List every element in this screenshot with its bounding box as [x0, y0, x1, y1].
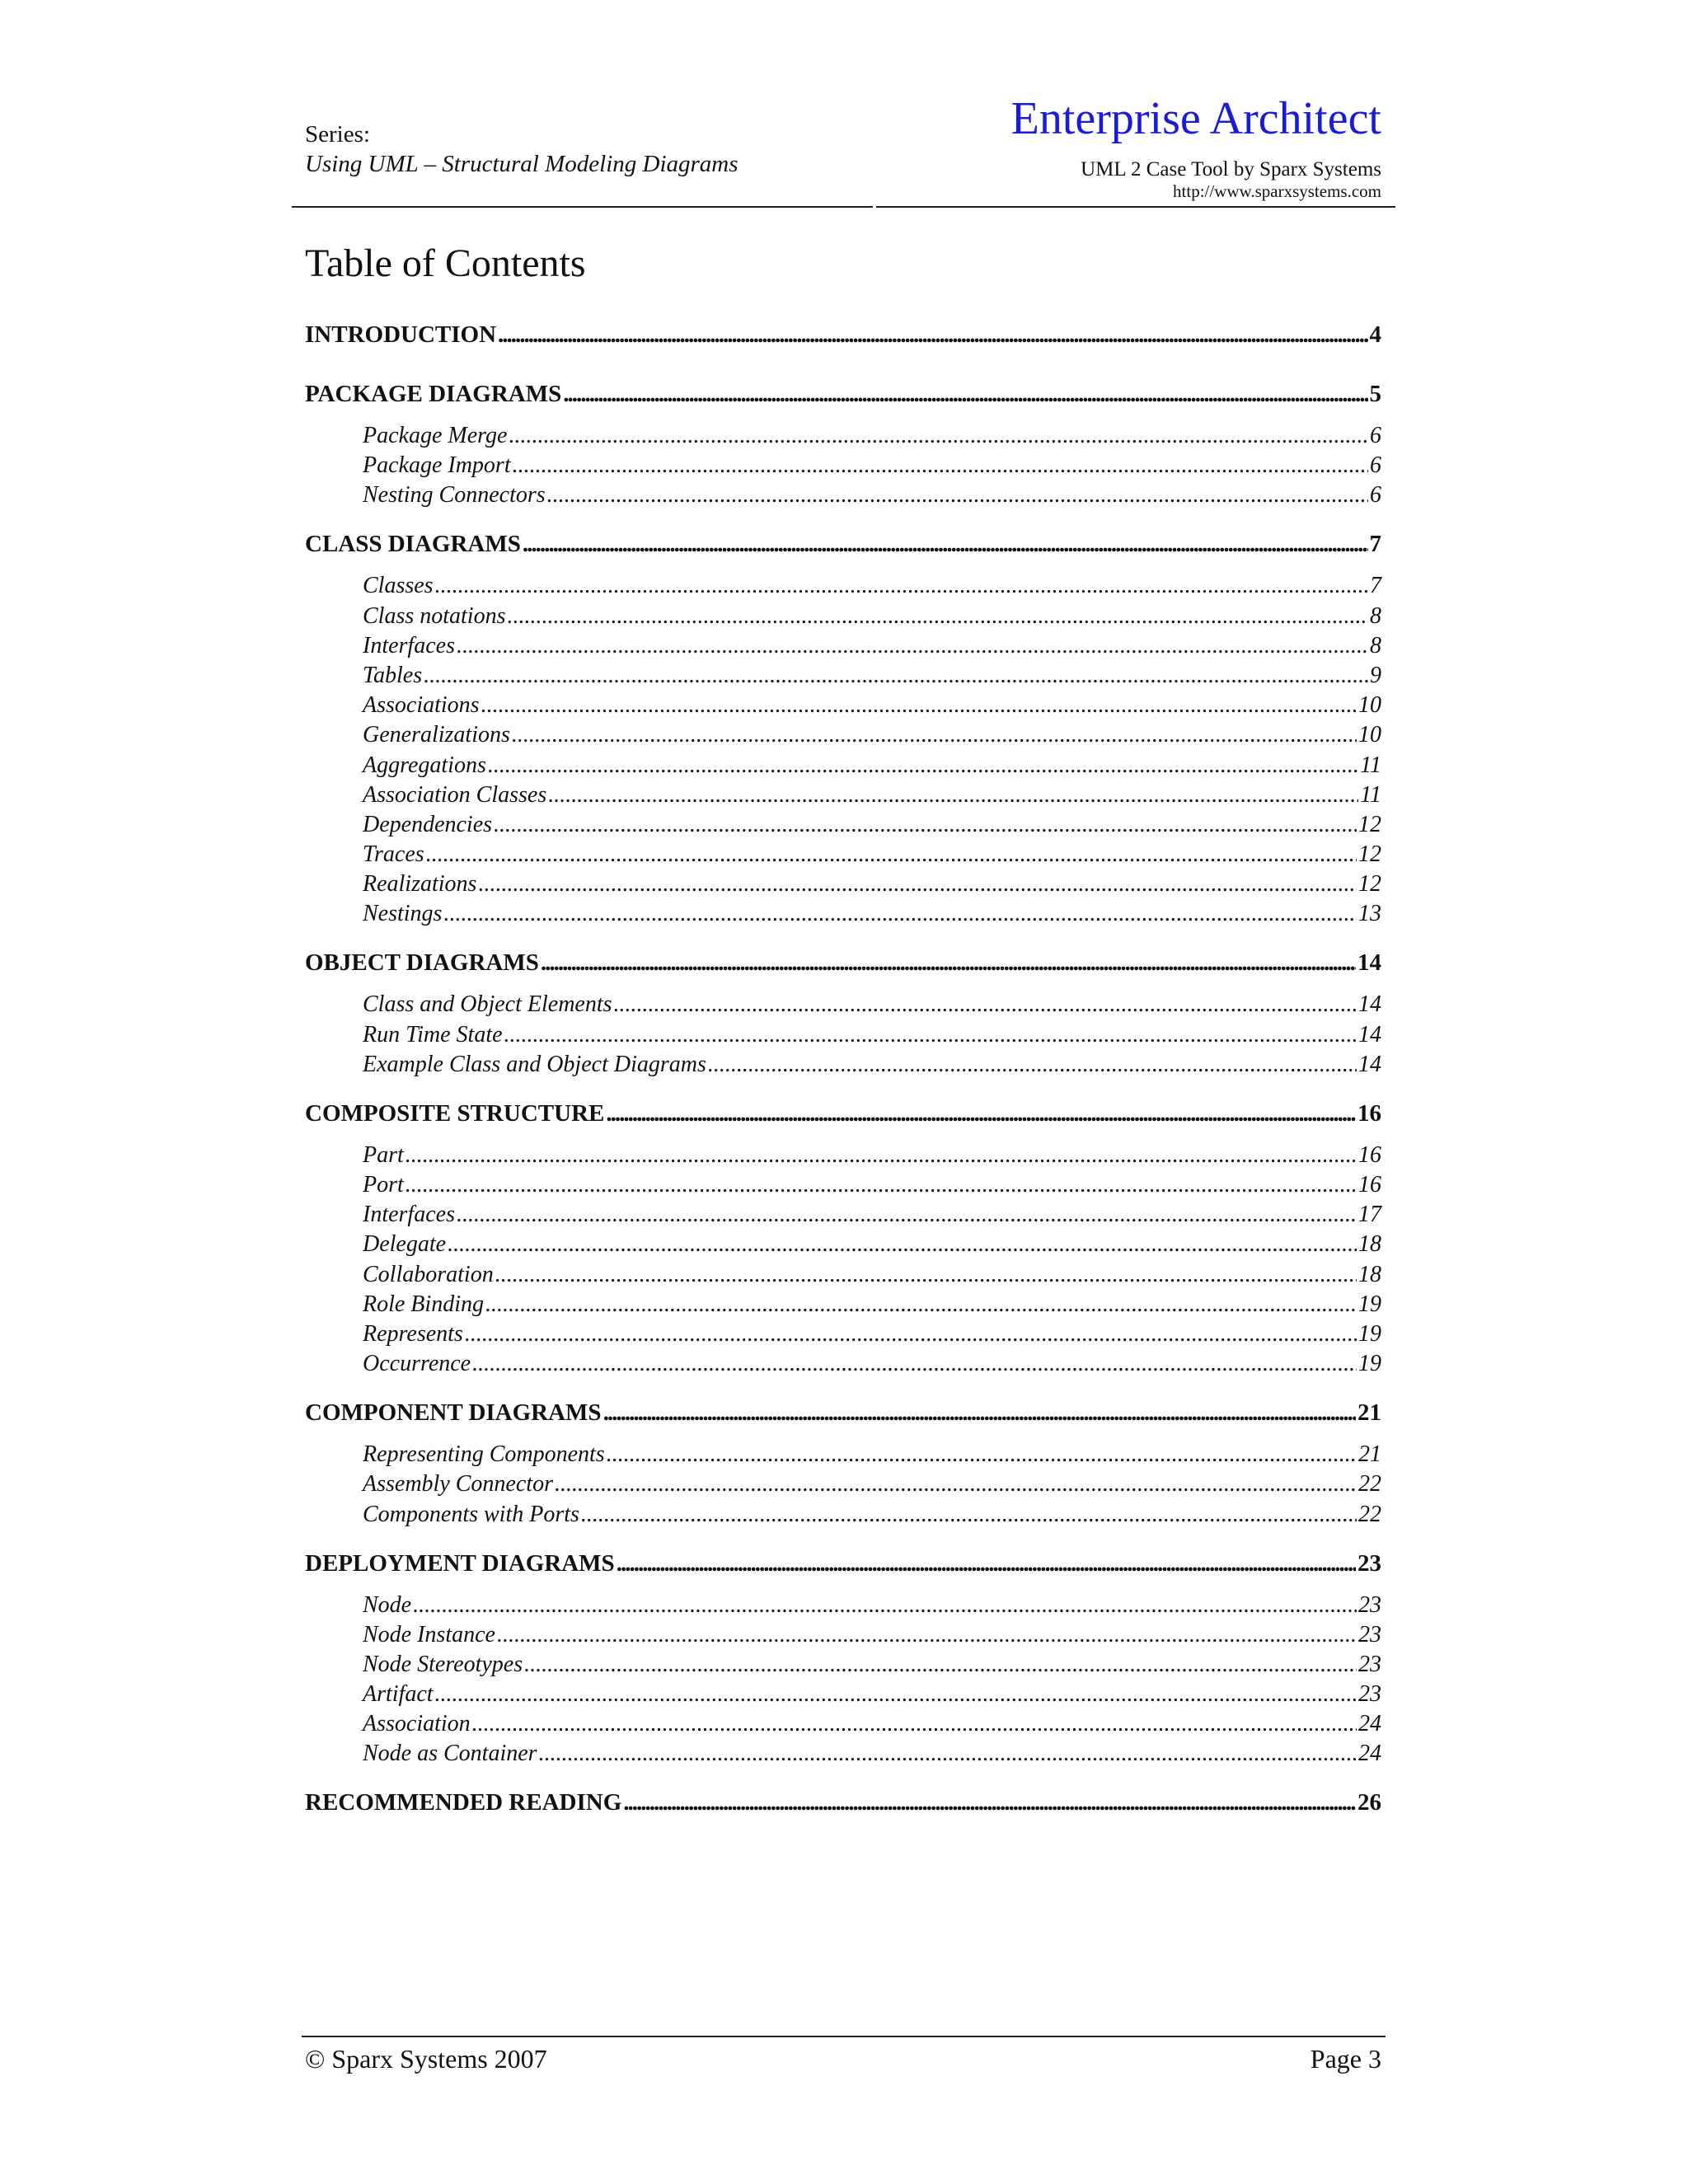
toc-section-label: COMPONENT DIAGRAMS	[305, 1399, 602, 1427]
toc-subsection-page: 14	[1358, 1051, 1381, 1077]
toc-subsection-label: Delegate	[363, 1231, 447, 1258]
toc-subsection-entry[interactable]	[305, 840, 1381, 869]
toc-dot-leader	[495, 1260, 1357, 1290]
header-divider-right	[876, 206, 1395, 208]
toc-subsection-entry[interactable]	[305, 571, 1381, 601]
toc-section-label: INTRODUCTION	[305, 321, 497, 348]
toc-subsection-page: 14	[1358, 991, 1381, 1018]
toc-subsection-label: Part	[363, 1141, 404, 1168]
toc-dot-leader	[435, 1680, 1357, 1709]
toc-subsection-page: 6	[1370, 482, 1381, 509]
toc-subsection-entry[interactable]	[305, 480, 1381, 527]
toc-subsection-page: 22	[1358, 1501, 1381, 1527]
toc-subsection-label: Occurrence	[363, 1351, 471, 1377]
toc-dot-leader	[617, 1546, 1356, 1581]
toc-section-label: COMPOSITE STRUCTURE	[305, 1099, 605, 1127]
product-name: Enterprise Architect	[1010, 93, 1381, 144]
toc-section-page: 5	[1369, 381, 1381, 407]
toc-section-page: 7	[1369, 531, 1381, 558]
toc-subsection-entry[interactable]	[305, 1709, 1381, 1739]
toc-dot-leader	[406, 1170, 1357, 1200]
toc-dot-leader	[623, 1785, 1356, 1820]
toc-subsection-page: 14	[1358, 1021, 1381, 1047]
product-tagline: UML 2 Case Tool by Sparx Systems	[1081, 158, 1381, 180]
toc-dot-leader	[509, 421, 1368, 451]
toc-section-page: 21	[1357, 1399, 1381, 1427]
toc-section-entry[interactable]	[305, 1785, 1381, 1844]
toc-subsection-entry[interactable]	[305, 869, 1381, 899]
toc-dot-leader	[603, 1395, 1356, 1430]
footer-copyright: © Sparx Systems 2007	[305, 2044, 547, 2074]
toc-subsection-page: 8	[1370, 602, 1381, 629]
toc-dot-leader	[443, 899, 1357, 929]
toc-dot-leader	[472, 1349, 1357, 1379]
toc-dot-leader	[457, 1200, 1357, 1230]
toc-dot-leader	[523, 527, 1368, 561]
toc-subsection-entry[interactable]	[305, 1141, 1381, 1170]
toc-dot-leader	[494, 810, 1357, 840]
toc-subsection-page: 24	[1358, 1741, 1381, 1767]
toc-section-entry[interactable]	[305, 1096, 1381, 1141]
toc-subsection-page: 23	[1358, 1621, 1381, 1647]
toc-subsection-label: Associations	[363, 692, 480, 719]
toc-subsection-label: Assembly Connector	[363, 1471, 553, 1497]
toc-subsection-label: Node Instance	[363, 1621, 495, 1647]
toc-subsection-entry[interactable]	[305, 1680, 1381, 1709]
toc-subsection-label: Package Merge	[363, 423, 508, 448]
toc-subsection-label: Interfaces	[363, 632, 455, 658]
toc-subsection-label: Class notations	[363, 602, 506, 629]
toc-subsection-page: 12	[1358, 871, 1381, 898]
header-divider-left	[292, 206, 873, 208]
toc-subsection-label: Classes	[363, 573, 434, 599]
toc-subsection-entry[interactable]	[305, 899, 1381, 945]
toc-dot-leader	[426, 840, 1357, 869]
toc-subsection-page: 6	[1370, 423, 1381, 448]
toc-subsection-label: Package Import	[363, 452, 511, 479]
toc-subsection-page: 16	[1358, 1141, 1381, 1168]
toc-dot-leader	[547, 480, 1368, 510]
toc-subsection-entry[interactable]	[305, 1349, 1381, 1395]
toc-subsection-label: Node Stereotypes	[363, 1651, 523, 1677]
toc-subsection-label: Nestings	[363, 901, 443, 927]
toc-dot-leader	[472, 1709, 1357, 1739]
toc-subsection-entry[interactable]	[305, 691, 1381, 720]
toc-subsection-label: Class and Object Elements	[363, 991, 612, 1018]
toc-subsection-entry[interactable]	[305, 810, 1381, 840]
toc-subsection-label: Run Time State	[363, 1021, 503, 1047]
toc-dot-leader	[498, 317, 1367, 352]
toc-dot-leader	[524, 1650, 1357, 1680]
toc-section-label: PACKAGE DIAGRAMS	[305, 381, 562, 407]
toc-dot-leader	[406, 1141, 1357, 1170]
toc-dot-leader	[448, 1230, 1357, 1259]
product-header	[722, 92, 1381, 201]
toc-subsection-entry[interactable]	[305, 1170, 1381, 1200]
toc-section-page: 26	[1357, 1789, 1381, 1816]
toc-subsection-page: 13	[1358, 901, 1381, 927]
toc-section-entry[interactable]	[305, 1546, 1381, 1591]
toc-subsection-label: Collaboration	[363, 1261, 494, 1287]
toc-subsection-label: Node	[363, 1591, 412, 1618]
toc-subsection-page: 23	[1358, 1651, 1381, 1677]
toc-subsection-entry[interactable]	[305, 751, 1381, 780]
toc-subsection-entry[interactable]	[305, 780, 1381, 810]
toc-subsection-label: Tables	[363, 662, 423, 688]
toc-subsection-page: 21	[1358, 1441, 1381, 1468]
toc-subsection-label: Dependencies	[363, 811, 493, 837]
website-url[interactable]: http://www.sparxsystems.com	[1173, 181, 1381, 201]
toc-subsection-page: 11	[1360, 752, 1381, 778]
toc-subsection-page: 9	[1370, 662, 1381, 688]
toc-subsection-entry[interactable]	[305, 1260, 1381, 1290]
toc-subsection-label: Role Binding	[363, 1291, 484, 1317]
toc-dot-leader	[513, 451, 1368, 480]
toc-subsection-page: 7	[1370, 573, 1381, 599]
table-of-contents	[305, 317, 1381, 1844]
toc-subsection-entry[interactable]	[305, 421, 1381, 451]
toc-subsection-page: 19	[1358, 1320, 1381, 1347]
toc-subsection-entry[interactable]	[305, 1290, 1381, 1319]
toc-dot-leader	[481, 691, 1357, 720]
toc-subsection-entry[interactable]	[305, 602, 1381, 631]
toc-dot-leader	[485, 1290, 1357, 1319]
toc-subsection-page: 10	[1358, 692, 1381, 719]
toc-dot-leader	[457, 631, 1368, 661]
toc-section-page: 4	[1369, 321, 1381, 348]
toc-subsection-entry[interactable]	[305, 1620, 1381, 1650]
toc-dot-leader	[548, 780, 1358, 810]
series-title: Using UML – Structural Modeling Diagrams	[305, 151, 738, 177]
toc-section-label: CLASS DIAGRAMS	[305, 531, 521, 558]
toc-subsection-page: 10	[1358, 722, 1381, 748]
toc-subsection-page: 11	[1360, 781, 1381, 808]
toc-dot-leader	[465, 1319, 1357, 1349]
toc-section-label: RECOMMENDED READING	[305, 1789, 622, 1816]
toc-dot-leader	[512, 720, 1357, 750]
toc-subsection-entry[interactable]	[305, 1200, 1381, 1230]
toc-subsection-page: 8	[1370, 632, 1381, 658]
toc-subsection-page: 24	[1358, 1711, 1381, 1737]
toc-dot-leader	[555, 1469, 1357, 1499]
toc-section-entry[interactable]	[305, 945, 1381, 990]
toc-subsection-entry[interactable]	[305, 1230, 1381, 1259]
toc-dot-leader	[563, 377, 1367, 411]
toc-dot-leader	[539, 1739, 1357, 1769]
toc-subsection-label: Example Class and Object Diagrams	[363, 1051, 706, 1077]
toc-subsection-label: Traces	[363, 841, 424, 868]
toc-dot-leader	[435, 571, 1368, 601]
toc-subsection-entry[interactable]	[305, 1319, 1381, 1349]
toc-section-page: 14	[1357, 949, 1381, 977]
toc-section-label: DEPLOYMENT DIAGRAMS	[305, 1549, 615, 1577]
toc-subsection-page: 23	[1358, 1591, 1381, 1618]
toc-section-label: OBJECT DIAGRAMS	[305, 949, 539, 977]
toc-subsection-entry[interactable]	[305, 1050, 1381, 1096]
toc-subsection-entry[interactable]	[305, 1739, 1381, 1785]
toc-subsection-label: Realizations	[363, 871, 477, 898]
toc-dot-leader	[614, 990, 1357, 1019]
toc-subsection-entry[interactable]	[305, 1500, 1381, 1546]
toc-subsection-entry[interactable]	[305, 1650, 1381, 1680]
toc-subsection-page: 22	[1358, 1471, 1381, 1497]
toc-title: Table of Contents	[305, 241, 586, 285]
toc-subsection-entry[interactable]	[305, 1440, 1381, 1469]
toc-section-page: 16	[1357, 1099, 1381, 1127]
toc-dot-leader	[504, 1020, 1357, 1050]
toc-subsection-page: 12	[1358, 811, 1381, 837]
toc-subsection-label: Aggregations	[363, 752, 486, 778]
toc-subsection-entry[interactable]	[305, 661, 1381, 691]
toc-subsection-label: Interfaces	[363, 1202, 455, 1228]
toc-dot-leader	[606, 1096, 1356, 1131]
toc-subsection-entry[interactable]	[305, 990, 1381, 1019]
toc-subsection-page: 16	[1358, 1172, 1381, 1197]
toc-section-entry[interactable]	[305, 317, 1381, 377]
toc-subsection-label: Nesting Connectors	[363, 482, 546, 509]
toc-dot-leader	[507, 602, 1368, 631]
toc-dot-leader	[478, 869, 1357, 899]
footer-divider	[302, 2036, 1386, 2037]
toc-subsection-page: 12	[1358, 841, 1381, 868]
toc-subsection-label: Artifact	[363, 1681, 434, 1708]
toc-subsection-page: 17	[1358, 1202, 1381, 1228]
toc-subsection-entry[interactable]	[305, 1469, 1381, 1499]
toc-dot-leader	[413, 1591, 1357, 1620]
series-label: Series:	[305, 121, 370, 148]
toc-subsection-entry[interactable]	[305, 631, 1381, 661]
toc-subsection-label: Generalizations	[363, 722, 510, 748]
toc-dot-leader	[708, 1050, 1357, 1080]
toc-subsection-label: Association	[363, 1711, 471, 1737]
toc-dot-leader	[424, 661, 1368, 691]
toc-section-page: 23	[1357, 1549, 1381, 1577]
toc-subsection-entry[interactable]	[305, 720, 1381, 750]
toc-subsection-label: Association Classes	[363, 781, 547, 808]
toc-dot-leader	[607, 1440, 1357, 1469]
toc-subsection-page: 6	[1370, 452, 1381, 479]
toc-subsection-label: Port	[363, 1172, 404, 1197]
toc-subsection-label: Node as Container	[363, 1741, 537, 1767]
toc-dot-leader	[488, 751, 1358, 780]
toc-subsection-page: 18	[1358, 1261, 1381, 1287]
toc-subsection-label: Represents	[363, 1320, 463, 1347]
toc-dot-leader	[497, 1620, 1357, 1650]
toc-subsection-page: 18	[1358, 1231, 1381, 1258]
toc-section-entry[interactable]	[305, 377, 1381, 421]
footer-page-number: Page 3	[1310, 2044, 1381, 2074]
toc-dot-leader	[541, 945, 1356, 980]
toc-subsection-label: Representing Components	[363, 1441, 605, 1468]
toc-subsection-page: 19	[1358, 1351, 1381, 1377]
toc-subsection-entry[interactable]	[305, 1020, 1381, 1050]
toc-section-entry[interactable]	[305, 1395, 1381, 1440]
toc-subsection-page: 19	[1358, 1291, 1381, 1317]
toc-dot-leader	[581, 1500, 1357, 1530]
toc-subsection-label: Components with Ports	[363, 1501, 579, 1527]
toc-section-entry[interactable]	[305, 527, 1381, 571]
toc-subsection-page: 23	[1358, 1681, 1381, 1708]
toc-subsection-entry[interactable]	[305, 451, 1381, 480]
toc-subsection-entry[interactable]	[305, 1591, 1381, 1620]
